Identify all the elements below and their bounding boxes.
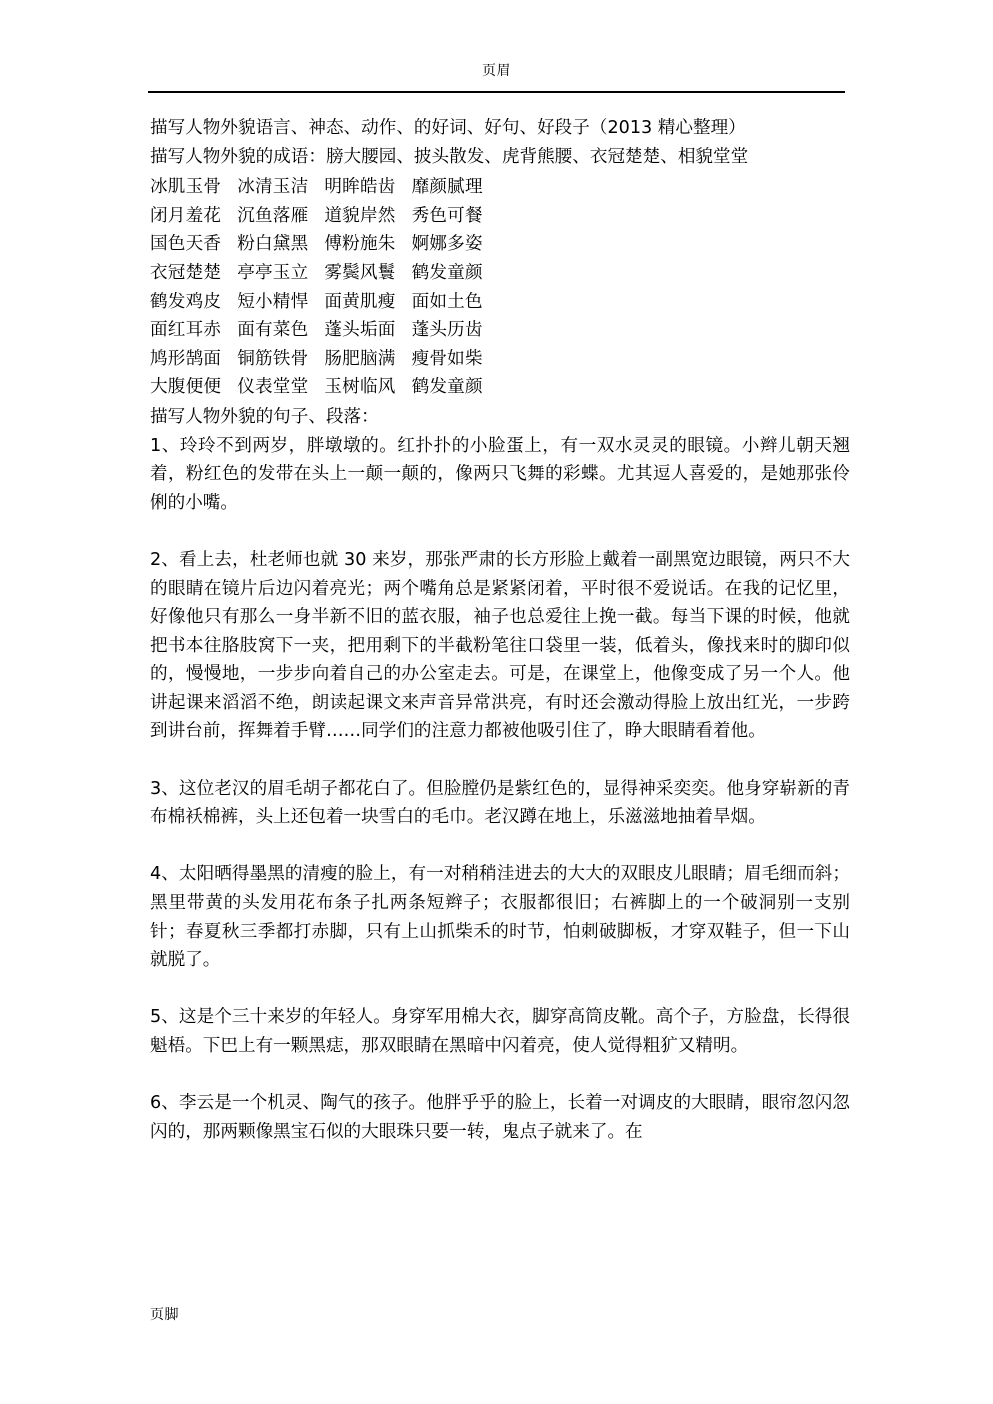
idiom-cell: 靡颜腻理 <box>411 177 483 198</box>
idiom-cell: 铜筋铁骨 <box>237 348 309 369</box>
idiom-cell: 面如土色 <box>411 291 483 312</box>
table-row <box>150 373 499 402</box>
idiom-cell: 面红耳赤 <box>150 320 222 341</box>
idiom-cell: 面有菜色 <box>237 320 309 341</box>
idiom-grid <box>150 173 499 402</box>
paragraph-2: 2、看上去，杜老师也就 30 来岁，那张严肃的长方形脸上戴着一副黑宽边眼镜，两只不大的眼睛在镜片后边闪着亮光；两个嘴角总是紧紧闭着，平时很不爱说话。在我的记忆里，好像他只有那么一身半新不旧的蓝衣服，袖子也总爱往上挽一截。每当下课的时候，他就把书本往胳肢窝下一夹，把用剩下的半截粉笔往口袋里一装，低着头，像找来时的脚印似的，慢慢地，一步步向着自己的办公室走去。可是，在课堂上，他像变成了另一个人。他讲起课来滔滔不绝，朗读起课文来声音异常洪亮，有时还会激动得脸上放出红光，一步跨到讲台前，挥舞着手臂……同学们的注意力都被他吸引住了，睁大眼睛看着他。 <box>150 549 850 742</box>
page-header-label: 页眉 <box>482 63 511 79</box>
idiom-cell: 鹤发童颜 <box>411 377 483 398</box>
idiom-cell: 短小精悍 <box>237 291 309 312</box>
idiom-cell: 面黄肌瘦 <box>324 291 396 312</box>
idiom-cell: 大腹便便 <box>150 377 222 398</box>
table-row <box>150 230 499 259</box>
idiom-cell: 衣冠楚楚 <box>150 262 222 283</box>
idiom-cell: 粉白黛黑 <box>237 234 309 255</box>
idiom-cell: 明眸皓齿 <box>324 177 396 198</box>
idiom-cell: 肠肥脑满 <box>324 348 396 369</box>
idiom-cell: 道貌岸然 <box>324 205 396 226</box>
idiom-cell: 玉树临风 <box>324 377 396 398</box>
idiom-cell: 鸠形鹄面 <box>150 348 222 369</box>
idiom-cell: 鹤发童颜 <box>411 262 483 283</box>
idiom-grid-body <box>150 173 499 402</box>
page-header <box>148 62 845 96</box>
idiom-cell: 国色天香 <box>150 234 222 255</box>
idiom-cell: 雾鬓风鬟 <box>324 262 396 283</box>
idiom-cell: 沉鱼落雁 <box>237 205 309 226</box>
idiom-cell: 婀娜多姿 <box>411 234 483 255</box>
idiom-cell: 傅粉施朱 <box>324 234 396 255</box>
paragraph-1: 1、玲玲不到两岁，胖墩墩的。红扑扑的小脸蛋上，有一双水灵灵的眼镜。小辫儿朝天翘着，粉红色的发带在头上一颠一颠的，像两只飞舞的彩蝶。尤其逗人喜爱的，是她那张伶俐的小嘴。 <box>150 435 850 513</box>
idiom-intro-line: 描写人物外貌的成语：膀大腰园、披头散发、虎背熊腰、衣冠楚楚、相貌堂堂 <box>150 146 749 167</box>
sentence-section-label: 描写人物外貌的句子、段落： <box>150 406 379 427</box>
paragraph-6: 6、李云是一个机灵、陶气的孩子。他胖乎乎的脸上，长着一对调皮的大眼睛，眼帘忽闪忽闪的，那两颗像黑宝石似的大眼珠只要一转，鬼点子就来了。在 <box>150 1093 850 1142</box>
idiom-cell: 鹤发鸡皮 <box>150 291 222 312</box>
idiom-cell: 蓬头垢面 <box>324 320 396 341</box>
document-body <box>150 114 850 1146</box>
idiom-cell: 蓬头历齿 <box>411 320 483 341</box>
page-footer <box>150 1306 850 1324</box>
table-row <box>150 345 499 374</box>
table-row <box>150 288 499 317</box>
idiom-cell: 闭月羞花 <box>150 205 222 226</box>
page-header-rule <box>148 91 845 93</box>
document-title-line: 描写人物外貌语言、神态、动作、的好词、好句、好段子（2013 精心整理） <box>150 118 746 138</box>
idiom-cell: 瘦骨如柴 <box>411 348 483 369</box>
idiom-cell: 秀色可餐 <box>411 205 483 226</box>
paragraph-4: 4、太阳晒得墨黑的清瘦的脸上，有一对稍稍洼进去的大大的双眼皮儿眼睛；眉毛细而斜；黑里带黄的头发用花布条子扎两条短辫子；衣服都很旧；右裤脚上的一个破洞别一支别针；春夏秋三季都打赤脚，只有上山抓柴禾的时节，怕刺破脚板，才穿双鞋子，但一下山就脱了。 <box>150 864 850 971</box>
table-row <box>150 316 499 345</box>
table-row <box>150 202 499 231</box>
page-footer-label: 页脚 <box>150 1307 179 1323</box>
idiom-cell: 仪表堂堂 <box>237 377 309 398</box>
table-row <box>150 173 499 202</box>
table-row <box>150 259 499 288</box>
idiom-cell: 冰肌玉骨 <box>150 177 222 198</box>
idiom-cell: 亭亭玉立 <box>237 262 309 283</box>
paragraph-3: 3、这位老汉的眉毛胡子都花白了。但脸膛仍是紫红色的，显得神采奕奕。他身穿崭新的青布棉袄棉裤，头上还包着一块雪白的毛巾。老汉蹲在地上，乐滋滋地抽着旱烟。 <box>150 778 850 828</box>
paragraph-5: 5、这是个三十来岁的年轻人。身穿军用棉大衣，脚穿高筒皮靴。高个子，方脸盘，长得很魁梧。下巴上有一颗黑痣，那双眼睛在黑暗中闪着亮，使人觉得粗犷又精明。 <box>150 1007 850 1056</box>
idiom-cell: 冰清玉洁 <box>237 177 309 198</box>
